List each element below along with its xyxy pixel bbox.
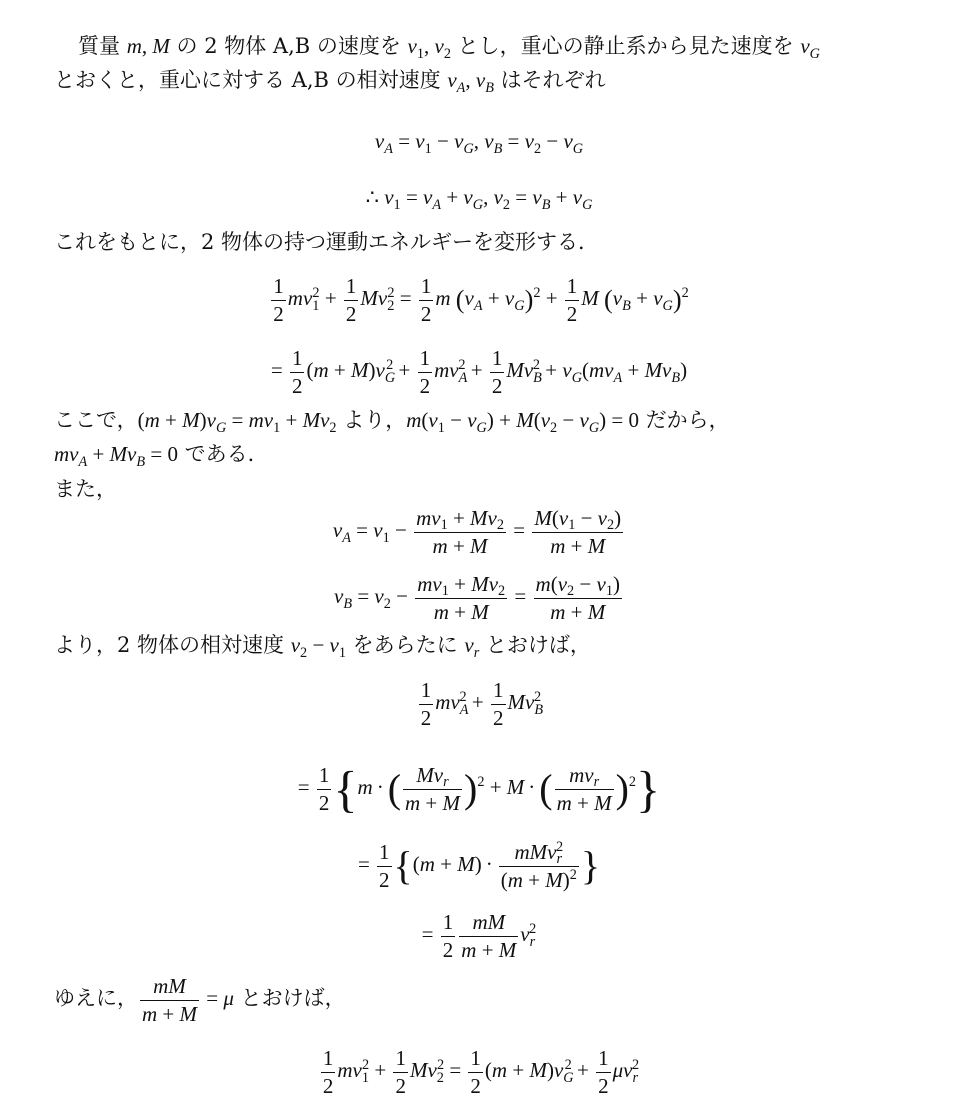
text-set: とおけば， — [233, 986, 346, 1010]
math-momentum: $(m + M)v_G = mv_1 + Mv_2$ — [137, 408, 337, 436]
text-therefore: ゆえに， — [54, 986, 138, 1010]
equation-therefore: ∴ $v_1 = v_A + v_G$, $v_2 = v_B + v_G$ — [365, 185, 593, 213]
equation-ke-expanded: = $\frac{1}{2}$ $(m + M)v_G^2$ + $\frac{1}{2}$ $mv_A^2$ + $\frac{1}{2}$ $Mv_B^2 + v_G(mv_A + Mv_B)$ — [270, 345, 688, 398]
math-masses: m, M — [126, 34, 170, 58]
equation-ke-expansion: $\frac{1}{2}$ $mv_1^2$ + $\frac{1}{2}$ $Mv_2^2$ = $\frac{1}{2}$ m $(v_A + v_G)^2$ + $\frac{1}{2}$ M $(v_B + v_G)^2$ — [273, 273, 689, 326]
text-line-6: また， — [54, 477, 117, 501]
equation-ke-relative: $\frac{1}{2}$ $mv_A^2$ + $\frac{1}{2}$ $Mv_B^2$ — [420, 677, 544, 730]
text-line-8 — [54, 968, 346, 1028]
equation-ke-simplified: = $\frac{1}{2}$ {(m + M) · $\frac{mMv_r^2}{(m + M)^2}$ } — [357, 838, 601, 892]
text-respectively: はそれぞれ — [493, 68, 606, 92]
math-zero-sum: $m(v_1 - v_G) + M(v_2 - v_G) = 0$ — [406, 408, 639, 436]
math-reduced-mass: $\frac{mM}{m + M}$ = μ — [142, 973, 234, 1026]
equation-ke-final: = $\frac{1}{2}$ $\frac{mM}{m + M}$ $v_r^2$ — [421, 909, 537, 962]
text-line-7 — [54, 631, 591, 659]
math-va-vb: $v_A$, $v_B$ — [447, 68, 494, 96]
text-two-bodies: の 2 物体 A,B の速度を — [169, 34, 408, 58]
text-cog-frame: とし，重心の静止系から見た速度を — [450, 34, 801, 58]
equation-result: $\frac{1}{2}$ $mv_1^2$ + $\frac{1}{2}$ $Mv_2^2$ = $\frac{1}{2}$ $(m + M)v_G^2$ + $\frac{1}{2}$ $\mu v_r^2$ — [322, 1045, 640, 1098]
text-relative-velocity: より，2 物体の相対速度 — [54, 633, 291, 657]
equation-relative-velocities: $v_A = v_1 - v_G$, $v_B = v_2 - v_G$ — [374, 129, 584, 157]
text-mass-intro: 質量 — [78, 34, 127, 58]
equation-ke-substituted: = $\frac{1}{2}$ {m · ( $\frac{Mv_r}{m + M}$ )$^2$ + M · ( $\frac{mv_r}{m + M}$ )$^2$} — [297, 760, 661, 817]
text-line-3: これをもとに，2 物体の持つ運動エネルギーを変形する． — [54, 230, 600, 254]
equation-va: $v_A = v_1$ − $\frac{mv_1 + Mv_2}{m + M}$ = $\frac{M(v_1 - v_2)}{m + M}$ — [332, 505, 622, 558]
text-line-4 — [54, 406, 730, 434]
math-vg: $v_G$ — [800, 34, 820, 62]
text-is: である． — [177, 442, 269, 466]
math-v2-minus-v1: $v_2 - v_1$ — [290, 633, 346, 661]
math-rel-momentum-zero: $mv_A + Mv_B = 0$ — [54, 442, 178, 470]
text-so: だから， — [639, 408, 730, 432]
math-velocities: $v_1$, $v_2$ — [407, 34, 451, 62]
text-line-5 — [54, 440, 269, 468]
math-vr: $v_r$ — [464, 633, 480, 661]
equation-vb: $v_B = v_2$ − $\frac{mv_1 + Mv_2}{m + M}$ = $\frac{m(v_2 - v_1)}{m + M}$ — [334, 571, 620, 624]
text-here: ここで， — [54, 408, 138, 432]
text-from: より， — [336, 408, 407, 432]
text-line-2 — [54, 66, 606, 94]
text-relative-intro: とおくと，重心に対する A,B の相対速度 — [54, 68, 448, 92]
text-line-1 — [78, 32, 820, 60]
text-newly: をあらたに — [346, 633, 465, 657]
text-let: とおけば， — [479, 633, 591, 657]
